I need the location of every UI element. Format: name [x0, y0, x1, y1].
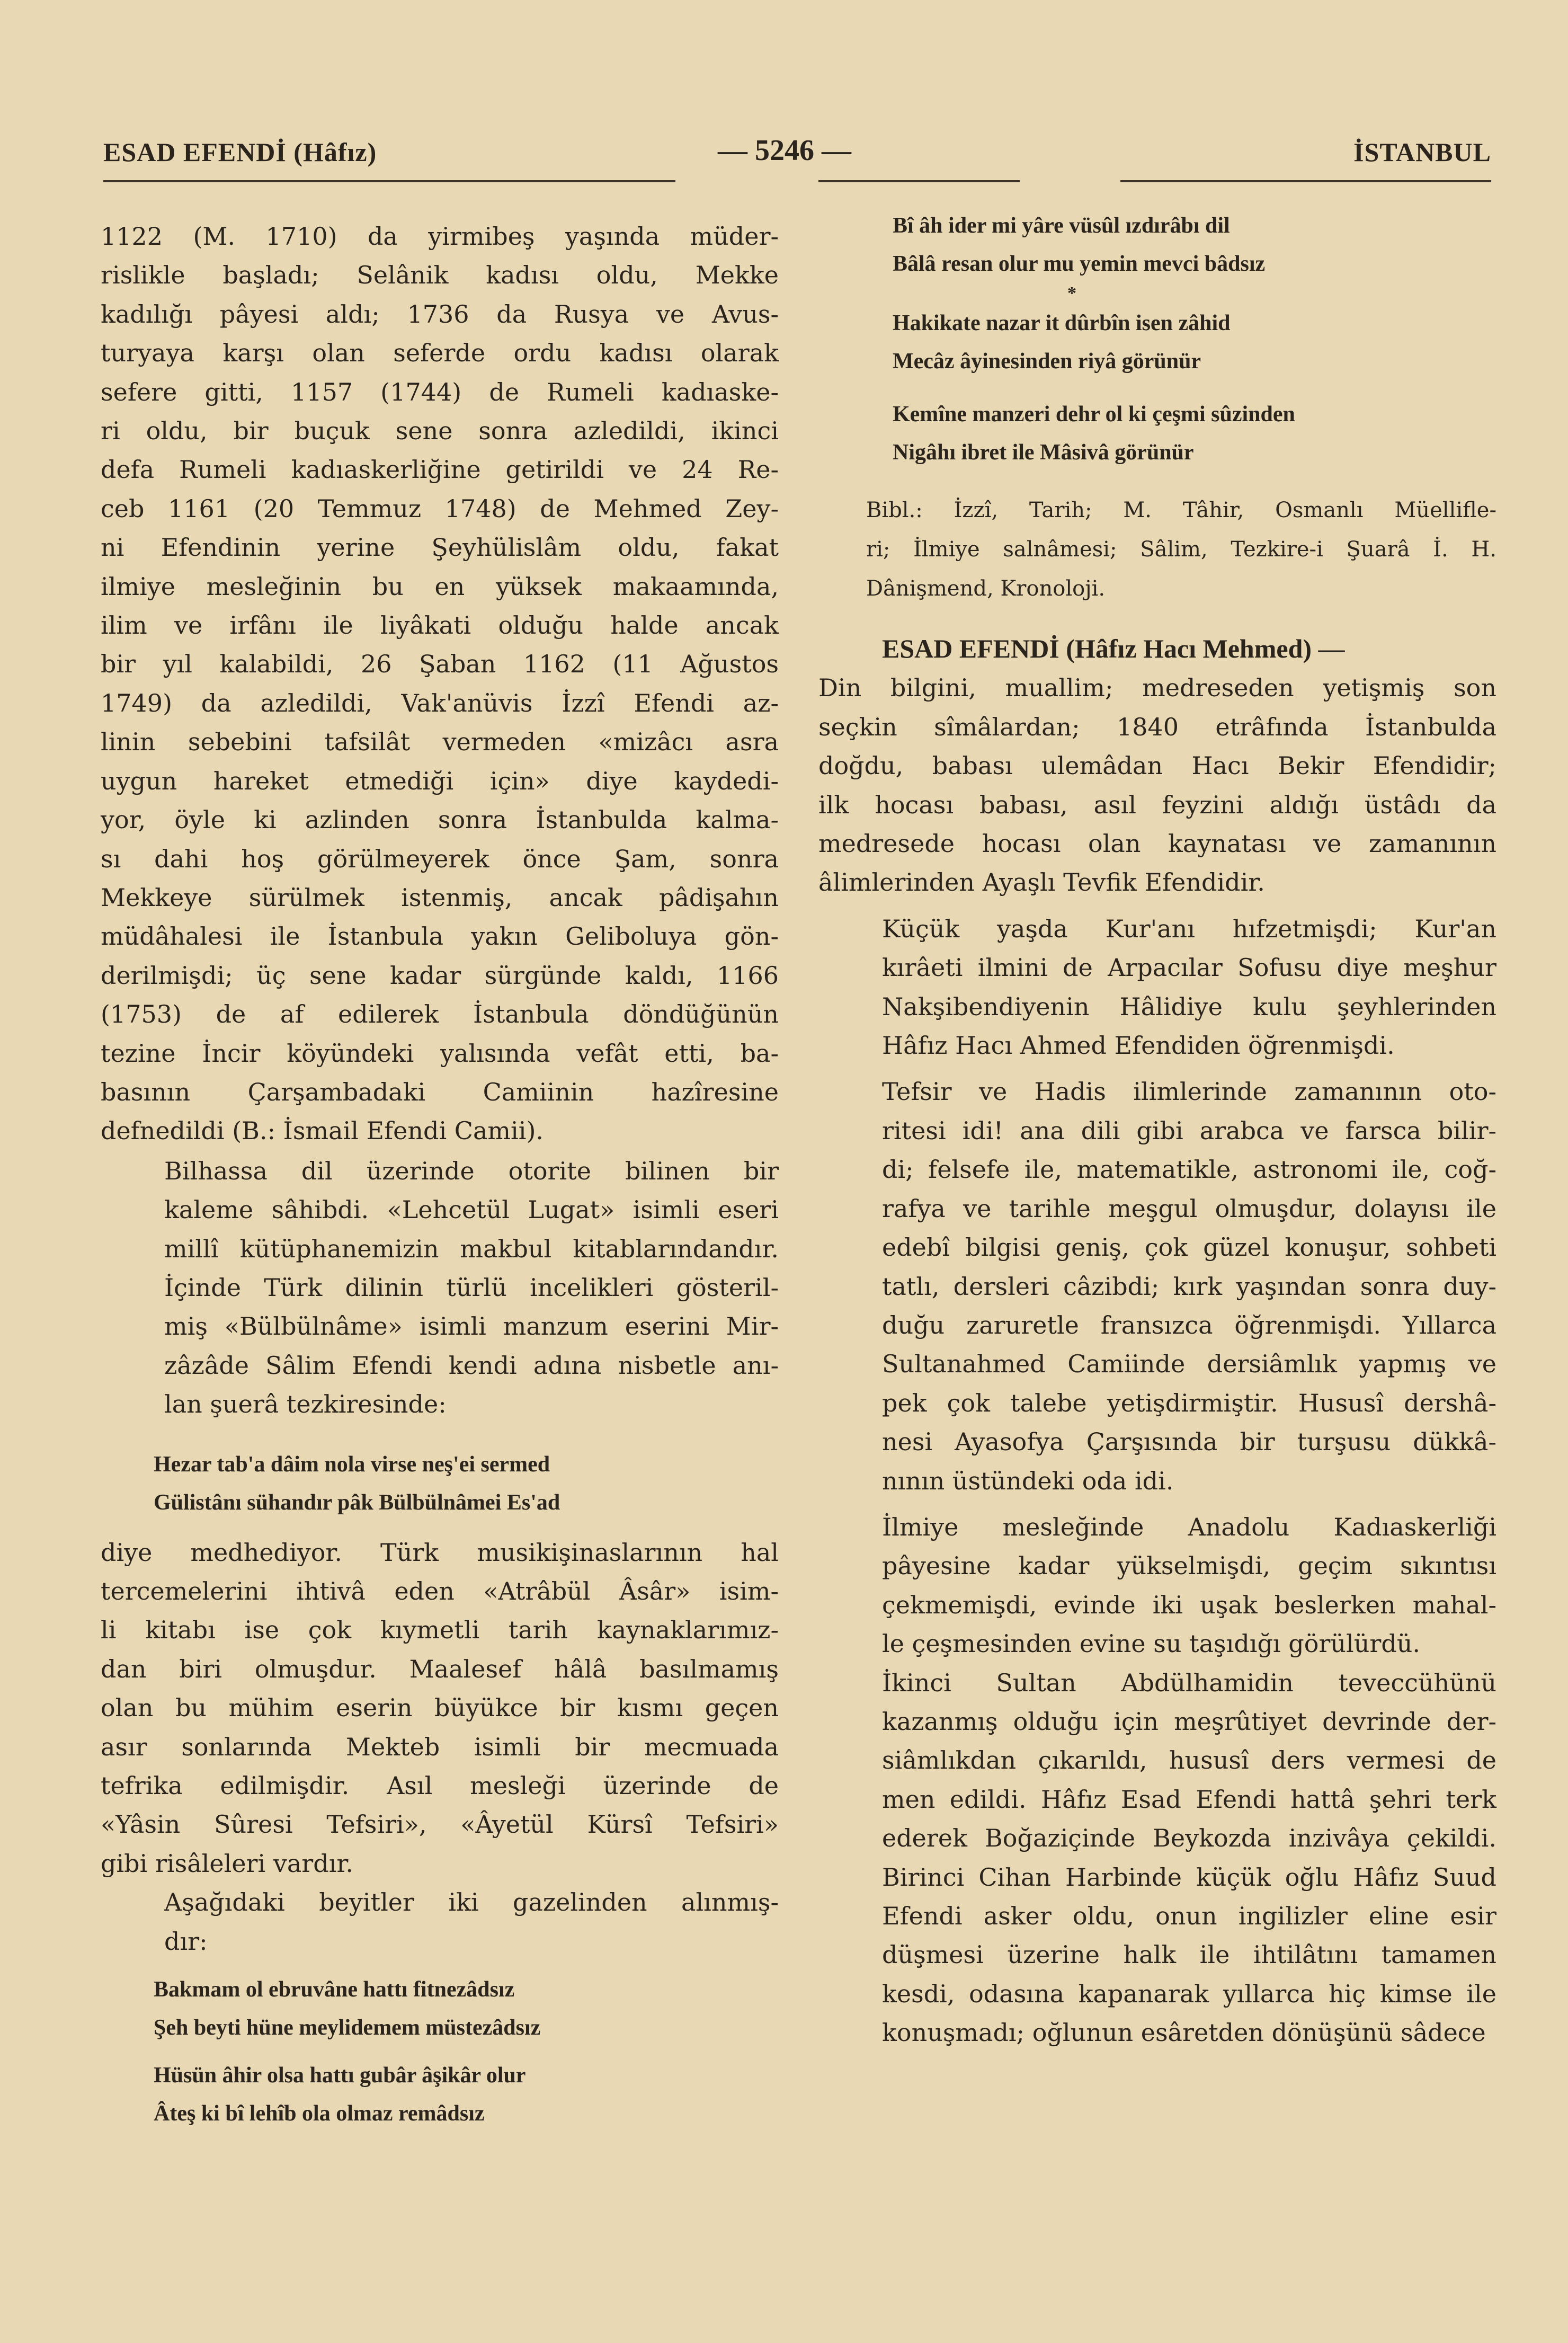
text-line: ritesi idi! ana dili gibi arabca ve farsca bilir-	[882, 1116, 1496, 1145]
text-line: le çeşmesinden evine su taşıdığı görülürdü.	[882, 1629, 1421, 1658]
text-line: defnedildi (B.: İsmail Efendi Camii).	[101, 1116, 544, 1146]
paragraph	[818, 1072, 1496, 1500]
verse-couplet	[818, 304, 1496, 380]
text-line: tatlı, dersleri câzibdi; kırk yaşından sonra duy-	[882, 1272, 1496, 1301]
verse-line: Bî âh ider mi yâre vüsûl ızdırâbı dil	[893, 214, 1230, 238]
paragraph	[818, 669, 1496, 902]
header-rule-middle	[818, 180, 1020, 182]
text-line: İkinci Sultan Abdülhamidin teveccühünü	[882, 1668, 1496, 1697]
text-line: Nakşibendiyenin Hâlidiye kulu şeyhlerinden	[882, 992, 1496, 1021]
text-line: ilk hocası babası, asıl feyzini aldığı üstâdı da	[818, 790, 1496, 819]
paragraph	[101, 1883, 779, 1961]
verse-line: Âteş ki bî lehîb ola olmaz remâdsız	[154, 2101, 485, 2126]
text-line: tefrika edilmişdir. Asıl mesleği üzerinde de	[101, 1771, 779, 1800]
text-line: Küçük yaşda Kur'anı hıfzetmişdi; Kur'an	[882, 914, 1496, 943]
text-line: seçkin sîmâlardan; 1840 etrâfında İstanbulda	[818, 712, 1496, 741]
text-line: duğu zaruretle fransızca öğrenmişdi. Yıllarca	[882, 1310, 1496, 1339]
text-line: zâzâde Sâlim Efendi kendi adına nisbetle anı-	[164, 1351, 779, 1380]
text-line: li kitabı ise çok kıymetli tarih kaynaklarımız-	[101, 1616, 779, 1645]
text-line: nının üstündeki oda idi.	[882, 1466, 1174, 1495]
text-line: nesi Ayasofya Çarşısında bir turşusu dükkâ-	[882, 1427, 1496, 1457]
text-line: ni Efendinin yerine Şeyhülislâm oldu, fakat	[101, 533, 779, 562]
text-line: çekmemişdi, evinde iki uşak beslerken mahal-	[882, 1590, 1496, 1619]
text-line: (1753) de af edilerek İstanbula döndüğünün	[101, 1000, 779, 1029]
text-line: tercemelerini ihtivâ eden «Atrâbül Âsâr» isim-	[101, 1577, 779, 1605]
text-line: asır sonlarında Mekteb isimli bir mecmuada	[101, 1732, 779, 1761]
text-line: Sultanahmed Camiinde dersiâmlık yapmış ve	[882, 1350, 1496, 1379]
text-line: siâmlıkdan çıkarıldı, hususî ders vermesi de	[882, 1746, 1496, 1775]
text-line: Efendi asker oldu, onun ingilizler eline esir	[882, 1902, 1496, 1930]
verse-couplet	[101, 2056, 779, 2133]
verse-line: Bakmam ol ebruvâne hattı fitnezâdsız	[154, 1977, 515, 2002]
text-line: doğdu, babası ulemâdan Hacı Bekir Efendidir;	[818, 751, 1496, 780]
text-line: medresede hocası olan kaynatası ve zamanının	[818, 829, 1496, 858]
text-line: tezine İncir köyündeki yalısında vefât etti, ba-	[101, 1039, 779, 1068]
paragraph	[818, 910, 1496, 1066]
text-line: men edildi. Hâfız Esad Efendi hattâ şehri terk	[882, 1785, 1496, 1814]
text-line: müdâhalesi ile İstanbula yakın Geliboluya gön-	[101, 922, 779, 951]
text-line: kadılığı pâyesi aldı; 1736 da Rusya ve Avus-	[101, 299, 779, 329]
header-rule-left	[103, 180, 675, 182]
text-line: lan şuerâ tezkiresinde:	[164, 1390, 447, 1419]
running-title: ESAD EFENDİ (Hâfız)	[103, 137, 377, 167]
verse-line: Bâlâ resan olur mu yemin mevci bâdsız	[893, 252, 1266, 276]
verse-line: Şeh beyti hüne meylidemem müstezâdsız	[154, 2016, 541, 2040]
text-line: ceb 1161 (20 Temmuz 1748) de Mehmed Zey-	[101, 494, 779, 523]
text-line: diye medhediyor. Türk musikişinaslarının hal	[101, 1538, 779, 1567]
text-line: yor, öyle ki azlinden sonra İstanbulda kalma-	[101, 805, 779, 835]
verse-couplet	[818, 207, 1496, 283]
text-line: âlimlerinden Ayaşlı Tevfik Efendidir.	[818, 868, 1265, 897]
text-line: ri; İlmiye salnâmesi; Sâlim, Tezkire-i Şuarâ İ. H.	[866, 537, 1496, 562]
text-line: olan bu mühim eserin büyükce bir kısmı geçen	[101, 1693, 779, 1723]
text-line: İçinde Türk dilinin türlü incelikleri gösteril-	[164, 1273, 779, 1302]
text-line: rafya ve tarihle meşgul olmuşdur, dolayısı ile	[882, 1194, 1496, 1223]
text-line: ilim ve irfânı ile liyâkati olduğu halde ancak	[101, 611, 779, 640]
text-line: uygun hareket etmediği için» diye kaydedi-	[101, 766, 779, 795]
text-line: ri oldu, bir buçuk sene sonra azledildi, ikinci	[101, 416, 779, 446]
entry-title: ESAD EFENDİ (Hâfız Hacı Mehmed) —	[882, 634, 1345, 663]
verse-separator: *	[1067, 283, 1076, 303]
paragraph	[101, 1152, 779, 1424]
text-line: Bilhassa dil üzerinde otorite bilinen bir	[164, 1156, 779, 1185]
verse-line: Hakikate nazar it dûrbîn isen zâhid	[893, 311, 1231, 335]
text-line: kesdi, odasına kapanarak yıllarca hiç kimse ile	[882, 1979, 1496, 2008]
text-line: 1749) da azledildi, Vak'anüvis İzzî Efendi az-	[101, 688, 779, 717]
paragraph	[101, 217, 779, 1151]
right-column	[818, 214, 1496, 2053]
verse-couplet	[101, 1971, 779, 2047]
text-line: kırâeti ilmini de Arpacılar Sofusu diye meşhur	[882, 953, 1496, 982]
text-line: miş «Bülbülnâme» isimli manzum eserini Mir-	[164, 1312, 779, 1341]
section-title: İSTANBUL	[1353, 137, 1491, 167]
text-line: Birinci Cihan Harbinde küçük oğlu Hâfız Suud	[882, 1862, 1496, 1892]
text-line: Din bilgini, muallim; medreseden yetişmiş son	[818, 673, 1496, 703]
text-line: ederek Boğaziçinde Beykozda inzivâya çekildi.	[882, 1824, 1496, 1853]
verse-line: Gülistânı sühandır pâk Bülbülnâmei Es'ad	[154, 1490, 560, 1515]
verse-line: Kemîne manzeri dehr ol ki çeşmi sûzinden	[893, 402, 1295, 427]
text-line: bir yıl kalabildi, 26 Şaban 1162 (11 Ağustos	[101, 650, 779, 679]
text-line: dan biri olmuşdur. Maalesef hâlâ basılmamış	[101, 1654, 779, 1683]
text-line: sefere gitti, 1157 (1744) de Rumeli kadıaske-	[101, 377, 779, 406]
text-line: derilmişdi; üç sene kadar sürgünde kaldı, 1166	[101, 961, 779, 990]
text-line: pâyesine kadar yükselmişdi, geçim sıkıntısı	[882, 1551, 1496, 1581]
text-line: Aşağıdaki beyitler iki gazelinden alınmış-	[164, 1888, 779, 1917]
text-line: Mekkeye sürülmek istenmiş, ancak pâdişahın	[101, 883, 779, 912]
paragraph	[818, 1508, 1496, 1664]
text-line: 1122 (M. 1710) da yirmibeş yaşında müder-	[101, 222, 779, 251]
page-header	[103, 127, 1491, 185]
entry-heading-paragraph	[818, 629, 1496, 902]
text-line: Tefsir ve Hadis ilimlerinde zamanının oto-	[882, 1077, 1496, 1106]
page-number: — 5246 —	[718, 134, 851, 167]
text-line: turyaya karşı olan seferde ordu kadısı olarak	[101, 339, 779, 368]
text-line: Dânişmend, Kronoloji.	[866, 576, 1106, 601]
paragraph	[101, 1533, 779, 1884]
text-line: defa Rumeli kadıaskerliğine getirildi ve 24 Re-	[101, 455, 779, 484]
verse-line: Nigâhı ibret ile Mâsivâ görünür	[893, 440, 1194, 465]
header-rule-right	[1120, 180, 1491, 182]
verse-couplet	[818, 395, 1496, 472]
text-line: di; felsefe ile, matematikle, astronomi ile, coğ-	[882, 1155, 1496, 1184]
text-line: pek çok talebe yetişdirmiştir. Hususî dershâ-	[882, 1388, 1496, 1417]
bibliography	[818, 491, 1496, 608]
text-line: dır:	[164, 1927, 208, 1956]
text-line: linin sebebini tafsilât vermeden «mizâcı asra	[101, 727, 779, 757]
text-line: gibi risâleleri vardır.	[101, 1849, 353, 1878]
text-line: ilmiye mesleğinin bu en yüksek makaamında,	[101, 572, 779, 601]
text-line: konuşmadı; oğlunun esâretden dönüşünü sâdece	[882, 2018, 1486, 2047]
text-line: rislikle başladı; Selânik kadısı oldu, Mekke	[101, 261, 779, 290]
verse-line: Mecâz âyinesinden riyâ görünür	[893, 349, 1201, 374]
text-line: edebî bilgisi geniş, çok güzel konuşur, sohbeti	[882, 1233, 1496, 1262]
text-line: Hâfız Hacı Ahmed Efendiden öğrenmişdi.	[882, 1031, 1395, 1060]
text-line: Bibl.: İzzî, Tarih; M. Tâhir, Osmanlı Müellifle-	[866, 498, 1496, 522]
text-line: basının Çarşambadaki Camiinin hazîresine	[101, 1077, 779, 1106]
paragraph	[818, 1664, 1496, 2053]
text-line: düşmesi üzerine halk ile ihtilâtını tamamen	[882, 1940, 1496, 1969]
text-line: kaleme sâhibdi. «Lehcetül Lugat» isimli eseri	[164, 1195, 779, 1224]
verse-couplet	[101, 1445, 779, 1522]
verse-line: Hezar tab'a dâim nola virse neş'ei sermed	[154, 1452, 550, 1477]
text-line: «Yâsin Sûresi Tefsiri», «Âyetül Kürsî Tefsiri»	[101, 1810, 779, 1839]
verse-line: Hüsün âhir olsa hattı gubâr âşikâr olur	[154, 2063, 526, 2088]
text-line: millî kütüphanemizin makbul kitablarındandır.	[164, 1234, 779, 1263]
text-line: sı dahi hoş görülmeyerek önce Şam, sonra	[101, 844, 779, 873]
text-line: İlmiye mesleğinde Anadolu Kadıaskerliği	[882, 1512, 1496, 1541]
text-line: kazanmış olduğu için meşrûtiyet devrinde der-	[882, 1707, 1496, 1736]
left-column	[101, 217, 779, 2133]
